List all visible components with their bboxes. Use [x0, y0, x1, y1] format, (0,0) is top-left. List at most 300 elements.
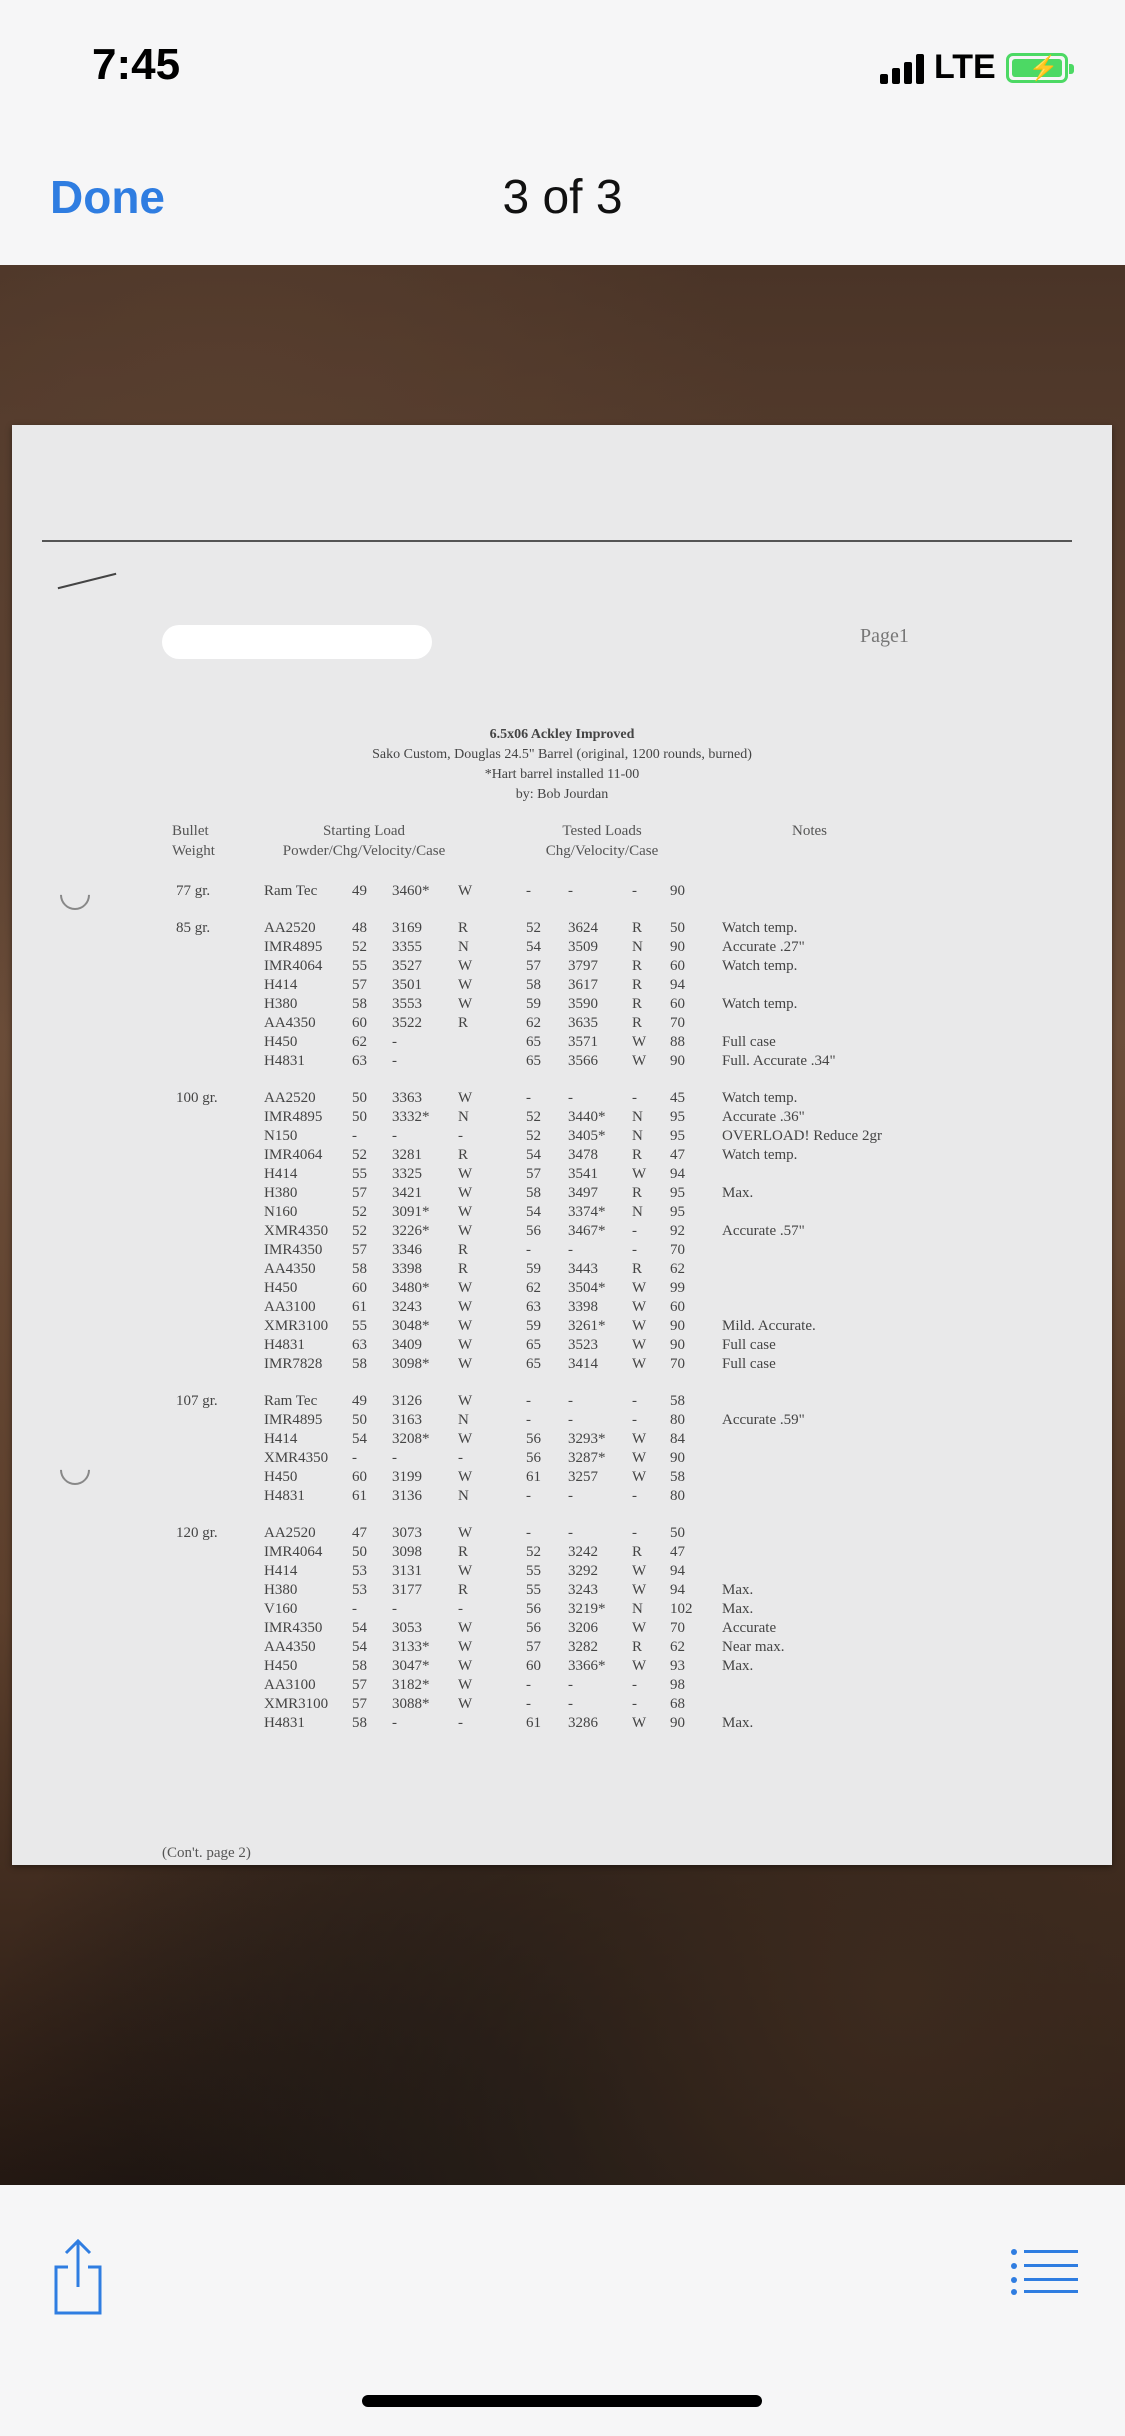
table-cell: 80 — [670, 1412, 685, 1428]
table-cell: 70 — [670, 1015, 685, 1031]
table-cell: N — [632, 1128, 643, 1144]
page-label: Page1 — [860, 625, 909, 647]
table-cell: 62 — [352, 1034, 367, 1050]
table-cell: 3332* — [392, 1109, 430, 1125]
table-cell — [718, 1676, 926, 1695]
table-cell: 68 — [670, 1696, 685, 1712]
pen-mark — [58, 573, 117, 589]
table-cell: W — [632, 1582, 647, 1598]
table-cell: 3571 — [568, 1034, 598, 1050]
table-cell: H380 — [264, 996, 298, 1012]
table-cell: 63 — [526, 1299, 541, 1315]
table-cell: W — [632, 1469, 647, 1485]
list-icon — [1010, 2247, 1078, 2295]
table-cell — [718, 1165, 926, 1184]
table-cell: Watch temp. — [722, 1090, 798, 1106]
table-cell: R — [632, 958, 643, 974]
bullet-weight-empty — [172, 1543, 260, 1562]
table-cell: 3325 — [392, 1166, 422, 1182]
table-cell: V160 — [264, 1601, 298, 1617]
table-cell: Full case — [722, 1034, 776, 1050]
table-row — [172, 1336, 926, 1355]
table-cell: Ram Tec — [264, 883, 318, 899]
table-row — [172, 1468, 926, 1487]
top-rule — [42, 540, 1072, 542]
table-cell: 70 — [670, 1242, 685, 1258]
bullet-weight: 85 gr. — [176, 920, 211, 936]
table-cell: - — [568, 1090, 573, 1106]
table-cell: W — [458, 1318, 473, 1334]
table-cell: R — [458, 1015, 469, 1031]
table-cell: W — [458, 1185, 473, 1201]
table-cell: 3243 — [392, 1299, 422, 1315]
table-cell: 3504* — [568, 1280, 606, 1296]
table-cell: 55 — [526, 1563, 541, 1579]
bullet-weight-empty — [172, 1241, 260, 1260]
table-cell: H4831 — [264, 1488, 305, 1504]
table-cell: 90 — [670, 1053, 685, 1069]
table-cell: 54 — [526, 1147, 541, 1163]
table-cell: 3208* — [392, 1431, 430, 1447]
table-cell: AA2520 — [264, 1090, 316, 1106]
table-cell: Watch temp. — [722, 1147, 798, 1163]
table-cell: 45 — [670, 1090, 685, 1106]
table-cell: 84 — [670, 1431, 685, 1447]
table-cell: 53 — [352, 1582, 367, 1598]
table-cell: AA4350 — [264, 1639, 316, 1655]
table-cell — [718, 1524, 926, 1543]
bullet-weight-empty — [172, 957, 260, 976]
table-cell: - — [458, 1128, 463, 1144]
bullet-weight-empty — [172, 1600, 260, 1619]
bullet-weight-empty — [172, 1298, 260, 1317]
table-cell: Mild. Accurate. — [722, 1318, 816, 1334]
bullet-weight-empty — [172, 1052, 260, 1071]
group-spacer — [172, 901, 926, 919]
table-cell: - — [392, 1450, 397, 1466]
table-cell: 95 — [670, 1109, 685, 1125]
table-cell: W — [632, 1715, 647, 1731]
table-cell: 94 — [670, 1582, 685, 1598]
table-cell: 3617 — [568, 977, 598, 993]
table-cell: W — [632, 1053, 647, 1069]
document-note: *Hart barrel installed 11-00 — [484, 767, 640, 782]
table-cell: W — [632, 1356, 647, 1372]
table-cell: - — [632, 1393, 637, 1409]
table-cell: AA4350 — [264, 1261, 316, 1277]
table-cell: 65 — [526, 1053, 541, 1069]
table-cell: 58 — [526, 977, 541, 993]
table-cell: N160 — [264, 1204, 298, 1220]
col-weight-label: Weight — [172, 843, 215, 859]
table-cell: 3460* — [392, 883, 430, 899]
table-cell: 60 — [670, 996, 685, 1012]
bullet-weight-empty — [172, 1714, 260, 1733]
table-cell: W — [632, 1620, 647, 1636]
table-cell: - — [568, 883, 573, 899]
table-cell: 52 — [352, 1223, 367, 1239]
bullet-weight-empty — [172, 1279, 260, 1298]
table-cell: 54 — [526, 1204, 541, 1220]
col-starting-sub: Powder/Chg/Velocity/Case — [282, 843, 446, 859]
table-cell: 56 — [526, 1223, 541, 1239]
table-cell: XMR3100 — [264, 1318, 329, 1334]
table-cell: 3261* — [568, 1318, 606, 1334]
table-cell: 90 — [670, 1715, 685, 1731]
table-cell: - — [458, 1601, 463, 1617]
table-cell: W — [458, 1356, 473, 1372]
table-cell: 48 — [352, 920, 367, 936]
table-cell: - — [526, 1090, 531, 1106]
table-cell: 3590 — [568, 996, 598, 1012]
table-cell: XMR4350 — [264, 1450, 329, 1466]
table-cell — [718, 1279, 926, 1298]
table-cell — [718, 1241, 926, 1260]
table-row — [172, 957, 926, 976]
table-cell — [718, 1543, 926, 1562]
table-cell: Accurate .59" — [722, 1412, 805, 1428]
table-cell: Accurate — [722, 1620, 777, 1636]
table-cell: R — [632, 1261, 643, 1277]
table-cell: 3292 — [568, 1563, 598, 1579]
table-cell: 60 — [526, 1658, 541, 1674]
table-cell: H4831 — [264, 1337, 305, 1353]
table-cell: W — [632, 1337, 647, 1353]
load-data-table — [172, 882, 926, 1733]
redaction-mark — [162, 625, 432, 659]
table-cell: IMR4895 — [264, 1109, 323, 1125]
table-cell: 3501 — [392, 977, 422, 993]
table-cell: 88 — [670, 1034, 685, 1050]
bullet-weight-empty — [172, 1562, 260, 1581]
table-cell: AA3100 — [264, 1677, 316, 1693]
table-cell: 60 — [352, 1280, 367, 1296]
table-row — [172, 1392, 926, 1411]
table-cell: 3366* — [568, 1658, 606, 1674]
table-cell: 53 — [352, 1563, 367, 1579]
table-cell: 70 — [670, 1356, 685, 1372]
table-cell: - — [568, 1412, 573, 1428]
table-cell: 52 — [526, 1109, 541, 1125]
table-row — [172, 1524, 926, 1543]
continued-note: (Con't. page 2) — [162, 1845, 251, 1861]
table-cell: IMR4895 — [264, 939, 323, 955]
table-cell: 3467* — [568, 1223, 606, 1239]
table-cell: 3509 — [568, 939, 598, 955]
table-cell: 55 — [352, 958, 367, 974]
bullet-weight-empty — [172, 1146, 260, 1165]
table-cell: - — [458, 1450, 463, 1466]
table-cell: 58 — [352, 1715, 367, 1731]
table-cell: - — [568, 1677, 573, 1693]
table-cell: H380 — [264, 1582, 298, 1598]
table-cell: W — [458, 1469, 473, 1485]
table-row — [172, 1033, 926, 1052]
table-cell: 3374* — [568, 1204, 606, 1220]
table-cell: W — [458, 1090, 473, 1106]
table-cell — [718, 1468, 926, 1487]
table-cell: 50 — [670, 920, 685, 936]
table-cell: R — [632, 1147, 643, 1163]
table-row — [172, 1127, 926, 1146]
table-cell: W — [458, 977, 473, 993]
table-cell: 94 — [670, 977, 685, 993]
table-cell: 55 — [352, 1318, 367, 1334]
table-cell: 62 — [526, 1015, 541, 1031]
table-cell: 61 — [352, 1299, 367, 1315]
table-cell: W — [458, 1431, 473, 1447]
table-cell: - — [568, 1242, 573, 1258]
col-starting-load — [264, 821, 464, 861]
table-row — [172, 1487, 926, 1506]
table-cell: H414 — [264, 977, 298, 993]
table-cell — [718, 1014, 926, 1033]
table-cell — [718, 1203, 926, 1222]
table-cell: N150 — [264, 1128, 298, 1144]
table-cell: 3182* — [392, 1677, 430, 1693]
table-cell: R — [458, 1582, 469, 1598]
table-cell: Full. Accurate .34" — [722, 1053, 836, 1069]
table-cell: Accurate .36" — [722, 1109, 805, 1125]
table-cell: Max. — [722, 1185, 754, 1201]
table-cell: W — [458, 1696, 473, 1712]
table-cell: W — [632, 1280, 647, 1296]
table-cell: 59 — [526, 1318, 541, 1334]
table-cell: N — [632, 1204, 643, 1220]
col-tested-label: Tested Loads — [562, 823, 642, 839]
table-cell: Max. — [722, 1582, 754, 1598]
table-cell: - — [392, 1715, 397, 1731]
table-cell: 50 — [352, 1412, 367, 1428]
table-cell: 3073 — [392, 1525, 422, 1541]
table-row — [172, 1562, 926, 1581]
table-cell: 3405* — [568, 1128, 606, 1144]
table-cell: 3131 — [392, 1563, 422, 1579]
table-cell: 58 — [670, 1393, 685, 1409]
table-cell: R — [632, 977, 643, 993]
table-cell: 3088* — [392, 1696, 430, 1712]
table-cell: 62 — [526, 1280, 541, 1296]
bullet-weight-empty — [172, 1430, 260, 1449]
table-cell: 90 — [670, 1450, 685, 1466]
table-cell: 58 — [352, 1658, 367, 1674]
table-cell: - — [526, 883, 531, 899]
table-cell: - — [392, 1053, 397, 1069]
table-cell: W — [458, 1166, 473, 1182]
page-counter: 3 of 3 — [502, 171, 623, 224]
bullet-weight: 120 gr. — [176, 1525, 218, 1541]
table-cell — [718, 1695, 926, 1714]
table-cell: 52 — [352, 939, 367, 955]
table-cell: - — [632, 1412, 637, 1428]
table-cell — [718, 976, 926, 995]
table-cell: 3398 — [392, 1261, 422, 1277]
table-cell: R — [458, 920, 469, 936]
table-cell: N — [632, 939, 643, 955]
table-cell: - — [568, 1393, 573, 1409]
battery-icon: ⚡ — [1006, 53, 1068, 83]
bullet-weight-empty — [172, 1260, 260, 1279]
table-row — [172, 1014, 926, 1033]
bullet-weight-empty — [172, 1014, 260, 1033]
bullet-weight-empty — [172, 1638, 260, 1657]
table-cell: AA2520 — [264, 1525, 316, 1541]
table-cell: W — [458, 1677, 473, 1693]
table-cell: 3363 — [392, 1090, 422, 1106]
document-photo — [0, 265, 1125, 2185]
table-cell: H414 — [264, 1563, 298, 1579]
table-cell: W — [458, 1280, 473, 1296]
table-cell: 57 — [352, 1696, 367, 1712]
table-row — [172, 1543, 926, 1562]
table-cell: IMR4350 — [264, 1620, 323, 1636]
table-cell: 57 — [352, 1677, 367, 1693]
table-cell: W — [632, 1299, 647, 1315]
table-cell: 95 — [670, 1128, 685, 1144]
bullet-weight-empty — [172, 1619, 260, 1638]
table-cell: 61 — [526, 1469, 541, 1485]
status-indicators — [880, 48, 1068, 87]
table-cell: - — [568, 1488, 573, 1504]
table-cell: 55 — [526, 1582, 541, 1598]
table-cell: N — [632, 1109, 643, 1125]
table-cell: 3169 — [392, 920, 422, 936]
table-cell: W — [458, 883, 473, 899]
table-cell: - — [352, 1601, 357, 1617]
table-cell: 61 — [352, 1488, 367, 1504]
share-icon — [50, 2237, 106, 2317]
table-cell: R — [458, 1147, 469, 1163]
table-cell: H4831 — [264, 1053, 305, 1069]
bullet-weight-empty — [172, 1487, 260, 1506]
table-row — [172, 1052, 926, 1071]
table-cell: - — [632, 883, 637, 899]
table-cell — [718, 1430, 926, 1449]
table-cell: 56 — [526, 1450, 541, 1466]
table-cell: 3287* — [568, 1450, 606, 1466]
table-cell: R — [458, 1261, 469, 1277]
bullet-weight-empty — [172, 1657, 260, 1676]
table-cell: 55 — [352, 1166, 367, 1182]
table-cell: 49 — [352, 883, 367, 899]
table-cell: W — [632, 1450, 647, 1466]
bullet-weight-empty — [172, 1581, 260, 1600]
list-button[interactable] — [1010, 2247, 1078, 2295]
table-cell: W — [458, 1223, 473, 1239]
table-cell: Accurate .57" — [722, 1223, 805, 1239]
table-cell: W — [458, 1563, 473, 1579]
table-cell: 60 — [670, 958, 685, 974]
table-cell: 57 — [526, 1166, 541, 1182]
table-cell: 90 — [670, 883, 685, 899]
table-cell — [718, 882, 926, 901]
table-cell: 3440* — [568, 1109, 606, 1125]
table-cell: W — [632, 1658, 647, 1674]
bullet-weight-empty — [172, 1127, 260, 1146]
table-cell: - — [632, 1242, 637, 1258]
table-cell: 102 — [670, 1601, 693, 1617]
table-cell: 3346 — [392, 1242, 422, 1258]
table-cell: 3480* — [392, 1280, 430, 1296]
table-cell: - — [352, 1450, 357, 1466]
table-cell: - — [632, 1677, 637, 1693]
table-row — [172, 1146, 926, 1165]
share-button[interactable] — [50, 2237, 106, 2317]
table-cell: 65 — [526, 1356, 541, 1372]
table-cell: 47 — [670, 1544, 685, 1560]
table-cell: 61 — [526, 1715, 541, 1731]
table-cell: R — [632, 1185, 643, 1201]
table-cell: 3566 — [568, 1053, 598, 1069]
table-cell: 54 — [352, 1431, 367, 1447]
table-cell: Max. — [722, 1658, 754, 1674]
table-cell: 3541 — [568, 1166, 598, 1182]
table-cell: IMR4350 — [264, 1242, 323, 1258]
table-cell: R — [632, 920, 643, 936]
table-cell: 56 — [526, 1601, 541, 1617]
table-cell: R — [458, 1544, 469, 1560]
table-cell: 70 — [670, 1620, 685, 1636]
table-cell: 3206 — [568, 1620, 598, 1636]
table-cell: - — [632, 1488, 637, 1504]
done-button[interactable]: Done — [50, 171, 165, 223]
table-cell: Watch temp. — [722, 920, 798, 936]
table-cell — [454, 1033, 522, 1052]
table-cell: W — [458, 1639, 473, 1655]
table-row — [172, 995, 926, 1014]
bullet-weight-empty — [172, 1336, 260, 1355]
bullet-weight-empty — [172, 1676, 260, 1695]
table-cell: Max. — [722, 1601, 754, 1617]
bullet-weight: 77 gr. — [176, 883, 211, 899]
table-row — [172, 1298, 926, 1317]
table-cell: 90 — [670, 1318, 685, 1334]
table-cell: W — [458, 1299, 473, 1315]
table-row — [172, 1695, 926, 1714]
table-cell: 56 — [526, 1431, 541, 1447]
table-row — [172, 882, 926, 901]
table-cell: 58 — [352, 1261, 367, 1277]
bullet-weight-empty — [172, 1203, 260, 1222]
table-cell: 92 — [670, 1223, 685, 1239]
table-cell: 56 — [526, 1620, 541, 1636]
table-row — [172, 1241, 926, 1260]
table-row — [172, 1260, 926, 1279]
table-cell: W — [632, 1431, 647, 1447]
table-cell: 3242 — [568, 1544, 598, 1560]
table-cell: - — [526, 1488, 531, 1504]
table-cell: 3409 — [392, 1337, 422, 1353]
table-cell: OVERLOAD! Reduce 2gr — [722, 1128, 882, 1144]
status-bar — [0, 0, 1125, 140]
table-cell: 3048* — [392, 1318, 430, 1334]
table-cell: 3414 — [568, 1356, 598, 1372]
table-cell: 3136 — [392, 1488, 422, 1504]
table-cell: 57 — [352, 1242, 367, 1258]
table-row — [172, 1184, 926, 1203]
table-cell: AA4350 — [264, 1015, 316, 1031]
bullet-weight: 107 gr. — [176, 1393, 218, 1409]
table-row — [172, 919, 926, 938]
table-cell: - — [352, 1128, 357, 1144]
bullet-weight-empty — [172, 1165, 260, 1184]
table-cell: 57 — [352, 1185, 367, 1201]
table-row — [172, 1449, 926, 1468]
table-cell: IMR4895 — [264, 1412, 323, 1428]
table-cell: 3226* — [392, 1223, 430, 1239]
table-cell: 3163 — [392, 1412, 422, 1428]
table-cell: R — [632, 1015, 643, 1031]
